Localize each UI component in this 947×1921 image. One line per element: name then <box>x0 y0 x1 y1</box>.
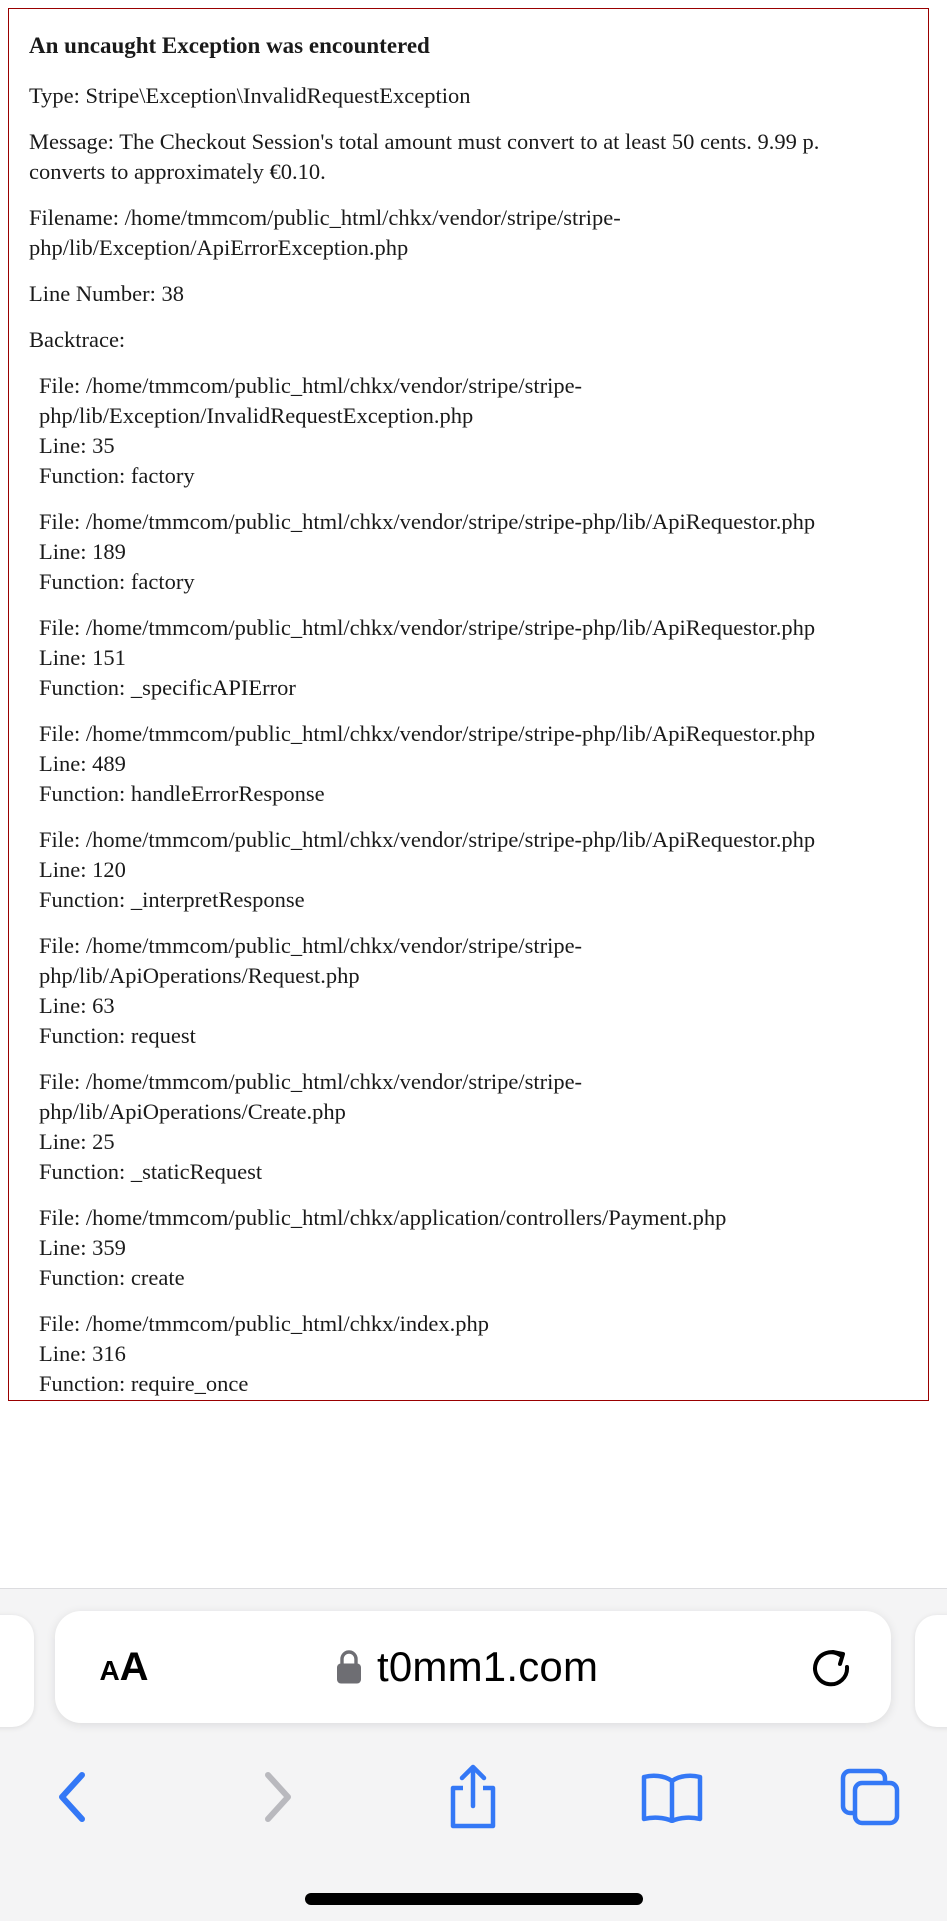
back-button[interactable] <box>36 1761 108 1833</box>
url-text: t0mm1.com <box>377 1643 599 1690</box>
backtrace-function: Function: factory <box>39 463 195 488</box>
backtrace-file: File: /home/tmmcom/public_html/chkx/vendor/stripe/stripe-php/lib/ApiRequestor.php <box>39 827 816 852</box>
backtrace-file: File: /home/tmmcom/public_html/chkx/vendor/stripe/stripe-php/lib/ApiRequestor.php <box>39 615 816 640</box>
backtrace-function: Function: require_once <box>39 1371 249 1396</box>
share-button[interactable] <box>437 1761 509 1833</box>
bookmarks-button[interactable] <box>636 1761 708 1833</box>
backtrace-entry <box>39 613 908 703</box>
address-bar[interactable] <box>55 1611 891 1723</box>
reader-options-button[interactable] <box>91 1641 157 1693</box>
backtrace-file: File: /home/tmmcom/public_html/chkx/vendor/stripe/stripe-php/lib/ApiRequestor.php <box>39 721 816 746</box>
backtrace-file-continued: php/lib/ApiOperations/Create.php <box>39 1099 346 1124</box>
backtrace-function: Function: create <box>39 1265 185 1290</box>
safari-bottom-bar <box>0 1588 947 1921</box>
backtrace-function: Function: handleErrorResponse <box>39 781 325 806</box>
backtrace-line: Line: 151 <box>39 645 126 670</box>
backtrace-function: Function: factory <box>39 569 195 594</box>
backtrace-file: File: /home/tmmcom/public_html/chkx/index.php <box>39 1311 489 1336</box>
backtrace-line: Line: 120 <box>39 857 126 882</box>
backtrace-file: File: /home/tmmcom/public_html/chkx/vendor/stripe/stripe- <box>39 933 583 958</box>
backtrace-label: Backtrace: <box>29 327 126 352</box>
backtrace-list <box>39 371 908 1399</box>
aa-small-letter: A <box>99 1655 120 1686</box>
share-icon <box>445 1764 501 1830</box>
chevron-left-icon <box>52 1769 92 1825</box>
filename-line-1: Filename: /home/tmmcom/public_html/chkx/vendor/stripe/stripe- <box>29 205 621 230</box>
backtrace-line: Line: 35 <box>39 433 115 458</box>
backtrace-function: Function: _interpretResponse <box>39 887 305 912</box>
backtrace-line: Line: 63 <box>39 993 115 1018</box>
backtrace-file-continued: php/lib/ApiOperations/Request.php <box>39 963 360 988</box>
backtrace-function: Function: request <box>39 1023 196 1048</box>
backtrace-function: Function: _specificAPIError <box>39 675 296 700</box>
backtrace-entry <box>39 1309 908 1399</box>
tabs-button[interactable] <box>834 1761 906 1833</box>
lock-icon <box>335 1649 363 1685</box>
backtrace-file-continued: php/lib/Exception/InvalidRequestException.php <box>39 403 474 428</box>
exception-filename <box>29 203 908 263</box>
error-title: An uncaught Exception was encountered <box>29 33 430 58</box>
backtrace-entry <box>39 1203 908 1293</box>
message-line-2: converts to approximately €0.10. <box>29 159 326 184</box>
backtrace-file: File: /home/tmmcom/public_html/chkx/vendor/stripe/stripe- <box>39 1069 583 1094</box>
previous-tab-preview[interactable] <box>0 1615 34 1727</box>
aa-big-letter: A <box>119 1645 149 1689</box>
backtrace-file: File: /home/tmmcom/public_html/chkx/vendor/stripe/stripe-php/lib/ApiRequestor.php <box>39 509 816 534</box>
url-display[interactable] <box>335 1641 598 1693</box>
backtrace-entry <box>39 1067 908 1187</box>
home-indicator <box>305 1893 643 1905</box>
error-panel <box>8 8 929 1401</box>
reload-icon[interactable] <box>809 1645 855 1691</box>
backtrace-line: Line: 316 <box>39 1341 126 1366</box>
backtrace-line: Line: 25 <box>39 1129 115 1154</box>
chevron-right-icon <box>258 1769 298 1825</box>
backtrace-function: Function: _staticRequest <box>39 1159 263 1184</box>
backtrace-file: File: /home/tmmcom/public_html/chkx/vendor/stripe/stripe- <box>39 373 583 398</box>
exception-line-number: Line Number: 38 <box>29 281 184 306</box>
backtrace-line: Line: 189 <box>39 539 126 564</box>
backtrace-entry <box>39 371 908 491</box>
backtrace-file: File: /home/tmmcom/public_html/chkx/application/controllers/Payment.php <box>39 1205 727 1230</box>
backtrace-entry <box>39 719 908 809</box>
backtrace-line: Line: 489 <box>39 751 126 776</box>
backtrace-entry <box>39 507 908 597</box>
exception-type: Type: Stripe\Exception\InvalidRequestException <box>29 83 471 108</box>
backtrace-entry <box>39 931 908 1051</box>
filename-line-2: php/lib/Exception/ApiErrorException.php <box>29 235 409 260</box>
forward-button[interactable] <box>242 1761 314 1833</box>
backtrace-entry <box>39 825 908 915</box>
message-line-1: Message: The Checkout Session's total amount must convert to at least 50 cents. 9.99 p. <box>29 129 820 154</box>
next-tab-preview[interactable] <box>915 1615 947 1727</box>
exception-message <box>29 127 908 187</box>
book-icon <box>640 1771 704 1823</box>
backtrace-line: Line: 359 <box>39 1235 126 1260</box>
tabs-icon <box>839 1767 901 1827</box>
